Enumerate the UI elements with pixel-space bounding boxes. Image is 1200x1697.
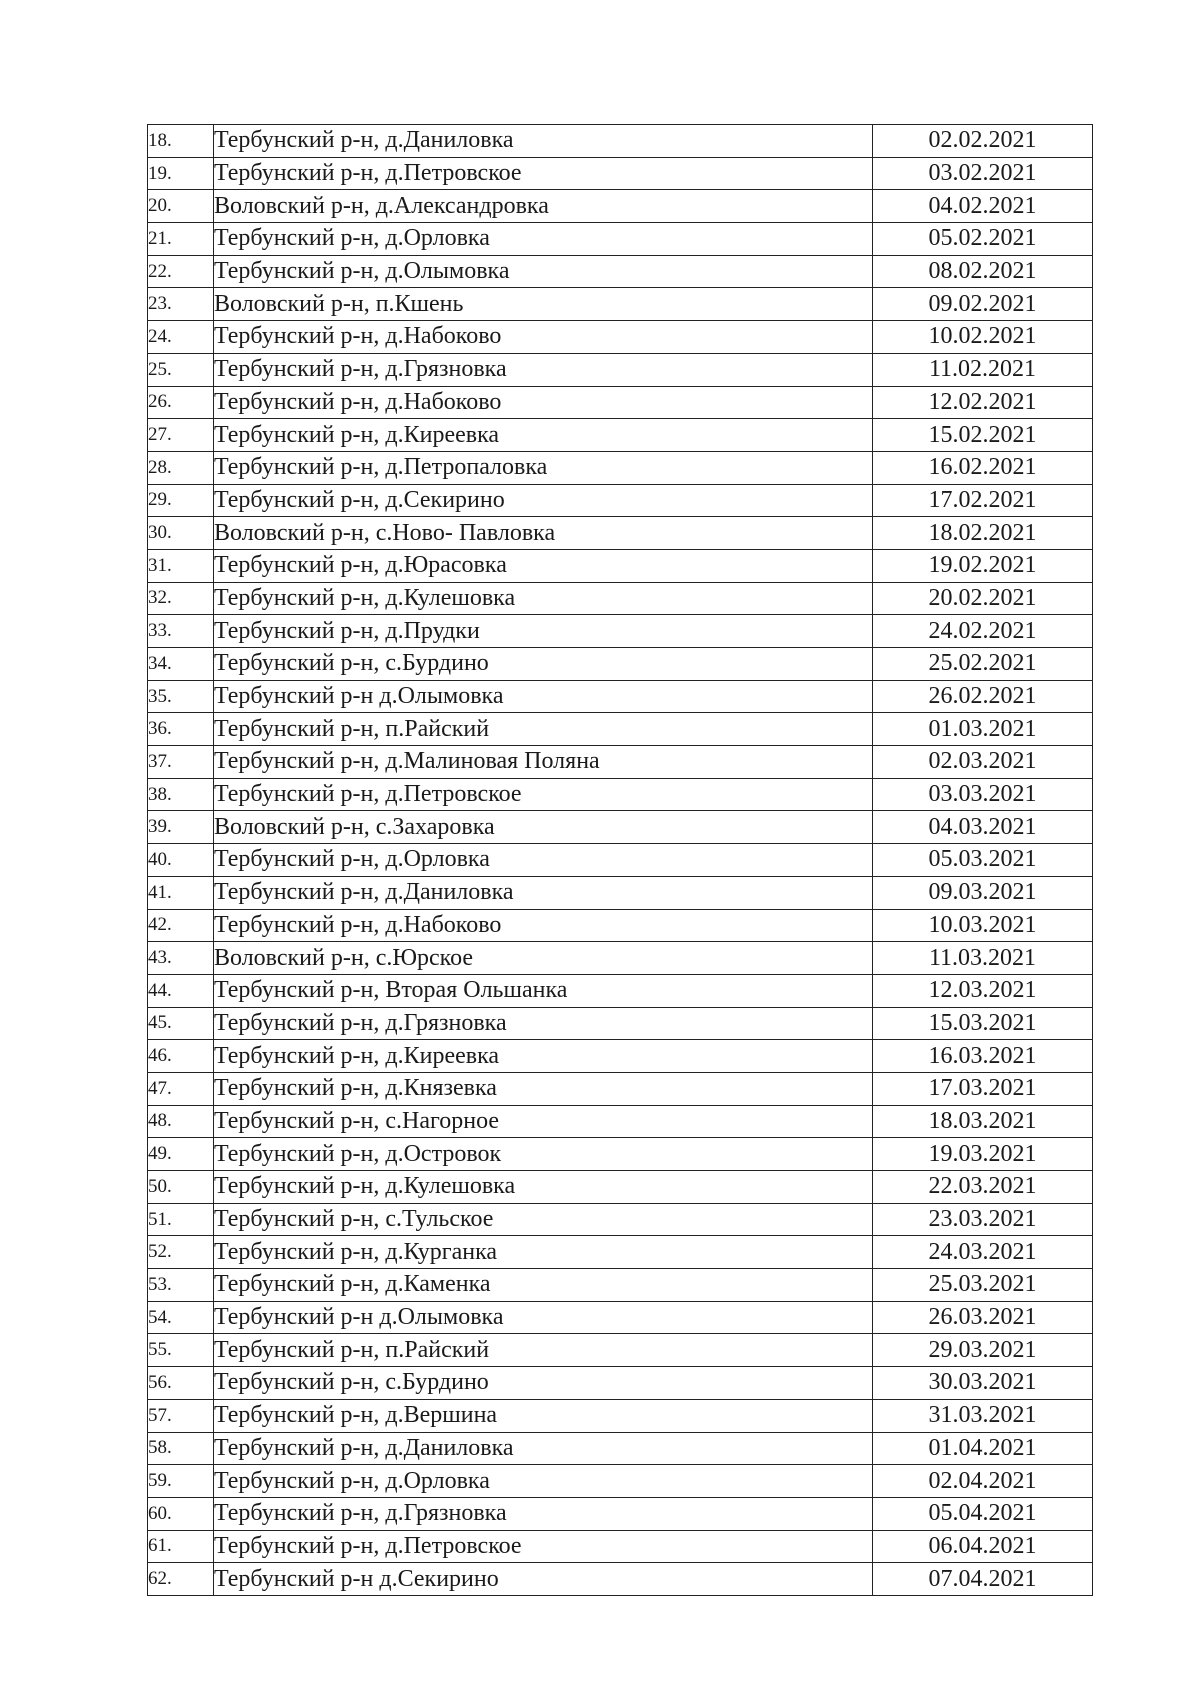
row-number: 26. (148, 386, 214, 419)
table-row (148, 1269, 1093, 1302)
row-number: 21. (148, 223, 214, 256)
row-place: Тербунский р-н, д.Грязновка (214, 1007, 873, 1040)
row-date: 02.02.2021 (873, 125, 1093, 158)
table-row (148, 746, 1093, 779)
row-number: 41. (148, 876, 214, 909)
row-date: 25.03.2021 (873, 1269, 1093, 1302)
row-place: Тербунский р-н, с.Бурдино (214, 1367, 873, 1400)
table-row (148, 451, 1093, 484)
row-date: 31.03.2021 (873, 1399, 1093, 1432)
table-row (148, 615, 1093, 648)
row-date: 04.02.2021 (873, 190, 1093, 223)
row-date: 08.02.2021 (873, 255, 1093, 288)
row-number: 46. (148, 1040, 214, 1073)
row-place: Тербунский р-н, с.Нагорное (214, 1105, 873, 1138)
table-row (148, 974, 1093, 1007)
row-date: 01.03.2021 (873, 713, 1093, 746)
row-place: Тербунский р-н, д.Петровское (214, 778, 873, 811)
table-row (148, 1497, 1093, 1530)
row-date: 07.04.2021 (873, 1563, 1093, 1596)
table-row (148, 680, 1093, 713)
table-row (148, 321, 1093, 354)
row-date: 18.03.2021 (873, 1105, 1093, 1138)
table-row (148, 125, 1093, 158)
table-row (148, 484, 1093, 517)
table-row (148, 1530, 1093, 1563)
row-number: 42. (148, 909, 214, 942)
row-place: Тербунский р-н, д.Набоково (214, 321, 873, 354)
row-number: 40. (148, 844, 214, 877)
row-date: 09.02.2021 (873, 288, 1093, 321)
table-row (148, 1301, 1093, 1334)
row-number: 45. (148, 1007, 214, 1040)
row-place: Тербунский р-н, д.Набоково (214, 909, 873, 942)
table-row (148, 1138, 1093, 1171)
table-row (148, 1399, 1093, 1432)
row-date: 19.03.2021 (873, 1138, 1093, 1171)
row-date: 26.03.2021 (873, 1301, 1093, 1334)
row-date: 17.02.2021 (873, 484, 1093, 517)
table-row (148, 582, 1093, 615)
table-row (148, 288, 1093, 321)
row-number: 30. (148, 517, 214, 550)
row-number: 24. (148, 321, 214, 354)
table-row (148, 1105, 1093, 1138)
table-row (148, 713, 1093, 746)
row-number: 33. (148, 615, 214, 648)
row-place: Тербунский р-н, с.Тульское (214, 1203, 873, 1236)
row-place: Тербунский р-н, д.Секирино (214, 484, 873, 517)
row-date: 12.03.2021 (873, 974, 1093, 1007)
row-place: Тербунский р-н д.Олымовка (214, 1301, 873, 1334)
row-number: 48. (148, 1105, 214, 1138)
row-place: Тербунский р-н, д.Набоково (214, 386, 873, 419)
row-place: Тербунский р-н, д.Киреевка (214, 419, 873, 452)
row-date: 09.03.2021 (873, 876, 1093, 909)
row-place: Тербунский р-н, д.Даниловка (214, 125, 873, 158)
row-number: 53. (148, 1269, 214, 1302)
row-place: Тербунский р-н, д.Даниловка (214, 1432, 873, 1465)
row-number: 56. (148, 1367, 214, 1400)
row-number: 52. (148, 1236, 214, 1269)
table-row (148, 1432, 1093, 1465)
row-date: 11.02.2021 (873, 353, 1093, 386)
row-number: 58. (148, 1432, 214, 1465)
table-row (148, 648, 1093, 681)
row-number: 18. (148, 125, 214, 158)
row-place: Тербунский р-н, с.Бурдино (214, 648, 873, 681)
row-number: 62. (148, 1563, 214, 1596)
table-row (148, 1171, 1093, 1204)
row-date: 15.02.2021 (873, 419, 1093, 452)
row-date: 11.03.2021 (873, 942, 1093, 975)
table-row (148, 778, 1093, 811)
row-date: 29.03.2021 (873, 1334, 1093, 1367)
row-number: 20. (148, 190, 214, 223)
table-row (148, 1072, 1093, 1105)
row-date: 23.03.2021 (873, 1203, 1093, 1236)
row-number: 31. (148, 549, 214, 582)
row-place: Тербунский р-н, д.Олымовка (214, 255, 873, 288)
row-place: Тербунский р-н, п.Райский (214, 1334, 873, 1367)
row-number: 19. (148, 157, 214, 190)
row-date: 22.03.2021 (873, 1171, 1093, 1204)
row-date: 05.02.2021 (873, 223, 1093, 256)
row-date: 12.02.2021 (873, 386, 1093, 419)
row-number: 47. (148, 1072, 214, 1105)
row-place: Тербунский р-н, п.Райский (214, 713, 873, 746)
row-date: 16.03.2021 (873, 1040, 1093, 1073)
row-number: 32. (148, 582, 214, 615)
row-number: 57. (148, 1399, 214, 1432)
row-date: 01.04.2021 (873, 1432, 1093, 1465)
row-place: Воловский р-н, с.Юрское (214, 942, 873, 975)
table-row (148, 1040, 1093, 1073)
row-date: 05.03.2021 (873, 844, 1093, 877)
table-row (148, 1465, 1093, 1498)
table-row (148, 876, 1093, 909)
row-date: 03.02.2021 (873, 157, 1093, 190)
table-row (148, 549, 1093, 582)
row-date: 02.04.2021 (873, 1465, 1093, 1498)
row-date: 25.02.2021 (873, 648, 1093, 681)
table-row (148, 353, 1093, 386)
row-number: 54. (148, 1301, 214, 1334)
row-number: 36. (148, 713, 214, 746)
row-date: 10.03.2021 (873, 909, 1093, 942)
table-row (148, 1367, 1093, 1400)
row-number: 59. (148, 1465, 214, 1498)
row-number: 39. (148, 811, 214, 844)
row-date: 30.03.2021 (873, 1367, 1093, 1400)
row-number: 35. (148, 680, 214, 713)
schedule-table (147, 124, 1093, 1596)
row-number: 43. (148, 942, 214, 975)
row-date: 05.04.2021 (873, 1497, 1093, 1530)
row-number: 34. (148, 648, 214, 681)
row-place: Тербунский р-н, д.Петровское (214, 157, 873, 190)
row-date: 24.02.2021 (873, 615, 1093, 648)
row-place: Тербунский р-н, д.Орловка (214, 223, 873, 256)
row-number: 23. (148, 288, 214, 321)
row-number: 25. (148, 353, 214, 386)
row-place: Тербунский р-н, д.Кулешовка (214, 582, 873, 615)
table-row (148, 909, 1093, 942)
row-number: 44. (148, 974, 214, 1007)
row-date: 02.03.2021 (873, 746, 1093, 779)
row-place: Воловский р-н, с.Ново- Павловка (214, 517, 873, 550)
table-row (148, 157, 1093, 190)
row-place: Тербунский р-н, д.Вершина (214, 1399, 873, 1432)
table-row (148, 942, 1093, 975)
row-number: 28. (148, 451, 214, 484)
row-place: Тербунский р-н д.Секирино (214, 1563, 873, 1596)
row-number: 27. (148, 419, 214, 452)
table-row (148, 419, 1093, 452)
table-row (148, 223, 1093, 256)
row-place: Тербунский р-н д.Олымовка (214, 680, 873, 713)
row-date: 15.03.2021 (873, 1007, 1093, 1040)
row-place: Тербунский р-н, д.Прудки (214, 615, 873, 648)
row-place: Воловский р-н, с.Захаровка (214, 811, 873, 844)
table-row (148, 1203, 1093, 1236)
row-place: Тербунский р-н, д.Киреевка (214, 1040, 873, 1073)
table-row (148, 517, 1093, 550)
row-number: 37. (148, 746, 214, 779)
row-number: 50. (148, 1171, 214, 1204)
row-number: 61. (148, 1530, 214, 1563)
row-date: 16.02.2021 (873, 451, 1093, 484)
row-place: Воловский р-н, д.Александровка (214, 190, 873, 223)
row-place: Тербунский р-н, Вторая Ольшанка (214, 974, 873, 1007)
row-place: Тербунский р-н, д.Даниловка (214, 876, 873, 909)
row-date: 04.03.2021 (873, 811, 1093, 844)
table-row (148, 1563, 1093, 1596)
row-date: 06.04.2021 (873, 1530, 1093, 1563)
row-date: 03.03.2021 (873, 778, 1093, 811)
row-place: Тербунский р-н, д.Орловка (214, 1465, 873, 1498)
table-row (148, 844, 1093, 877)
table-row (148, 1334, 1093, 1367)
row-place: Тербунский р-н, д.Петропаловка (214, 451, 873, 484)
row-place: Тербунский р-н, д.Курганка (214, 1236, 873, 1269)
row-date: 24.03.2021 (873, 1236, 1093, 1269)
row-date: 26.02.2021 (873, 680, 1093, 713)
row-place: Тербунский р-н, д.Островок (214, 1138, 873, 1171)
table-row (148, 811, 1093, 844)
row-date: 20.02.2021 (873, 582, 1093, 615)
row-date: 17.03.2021 (873, 1072, 1093, 1105)
row-place: Воловский р-н, п.Кшень (214, 288, 873, 321)
row-place: Тербунский р-н, д.Князевка (214, 1072, 873, 1105)
row-date: 18.02.2021 (873, 517, 1093, 550)
row-place: Тербунский р-н, д.Каменка (214, 1269, 873, 1302)
table-row (148, 1236, 1093, 1269)
row-number: 51. (148, 1203, 214, 1236)
row-place: Тербунский р-н, д.Орловка (214, 844, 873, 877)
row-date: 19.02.2021 (873, 549, 1093, 582)
row-number: 22. (148, 255, 214, 288)
row-place: Тербунский р-н, д.Грязновка (214, 1497, 873, 1530)
row-number: 60. (148, 1497, 214, 1530)
row-number: 49. (148, 1138, 214, 1171)
row-number: 38. (148, 778, 214, 811)
row-number: 29. (148, 484, 214, 517)
table-row (148, 1007, 1093, 1040)
table-row (148, 190, 1093, 223)
row-place: Тербунский р-н, д.Кулешовка (214, 1171, 873, 1204)
row-place: Тербунский р-н, д.Юрасовка (214, 549, 873, 582)
row-place: Тербунский р-н, д.Грязновка (214, 353, 873, 386)
table-row (148, 386, 1093, 419)
table-row (148, 255, 1093, 288)
schedule-table-body (148, 125, 1093, 1596)
row-number: 55. (148, 1334, 214, 1367)
row-date: 10.02.2021 (873, 321, 1093, 354)
row-place: Тербунский р-н, д.Петровское (214, 1530, 873, 1563)
row-place: Тербунский р-н, д.Малиновая Поляна (214, 746, 873, 779)
